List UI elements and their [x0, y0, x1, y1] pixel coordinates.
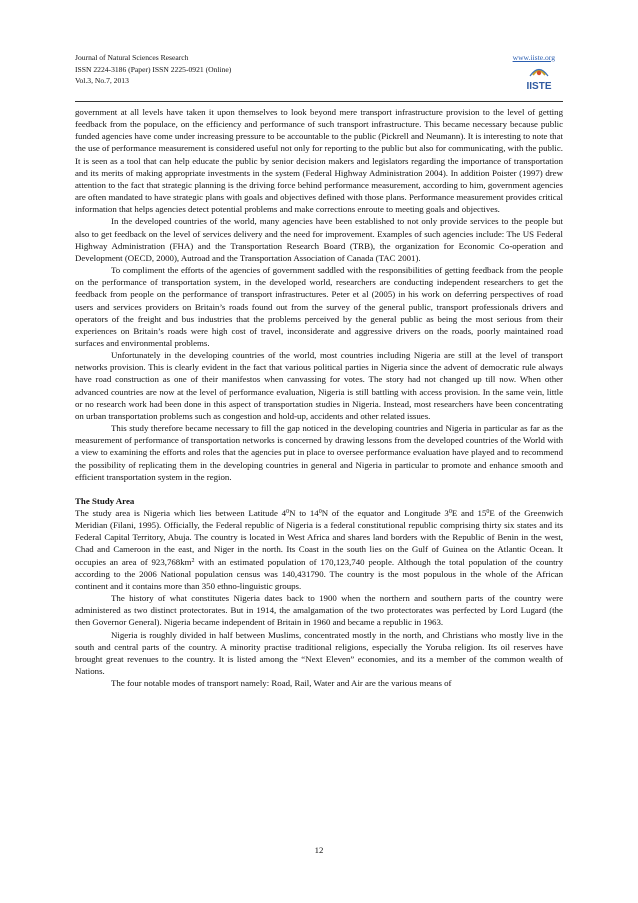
journal-page: [75, 52, 564, 689]
study-area-paragraph-2: The history of what constitutes Nigeria dates back to 1900 when the northern and southern parts of the country were administered as two distinct protectorates. But in 1914, the amalgamation of the two protectorates was perfected by Lord Lugard (the then Governor General). Nigeria became independent of Britain in 1960 and became a republic in 1963.: [75, 593, 563, 628]
journal-header: [75, 52, 563, 100]
degree-superscript: 0: [448, 509, 452, 515]
journal-issn: ISSN 2224-3186 (Paper) ISSN 2225-0921 (Online): [75, 64, 232, 74]
square-superscript: 2: [191, 557, 195, 564]
journal-name: Journal of Natural Sciences Research: [75, 53, 189, 62]
degree-superscript: 0: [318, 509, 322, 515]
article-body: [75, 106, 563, 689]
paragraph-1: government at all levels have taken it upon themselves to look beyond mere transport infrastructure provision to the level of getting feedback from the populace, on the efficiency and performance of such transport infrastructure. This became necessary because public funded agencies have come under increasing pressure to be accountable to the public (Pickrell and Neumann). It is interesting to note that the use of performance measurement is considered useful not only for reporting to the public but also for communicating, with the public. It is seen as a tool that can help educate the public by senior decision makers and legislators regarding the importance of transportation and its merits of making appropriate investments in the system (Federal Highway Administration 2004). In addition Poister (1997) drew attention to the fact that strategic planning is the driving force behind performance measurement, according to him, government agencies are often mandated to have strategic plans with goals and objectives defined with those plans. Performance measurement provides critical information that helps agencies detect potential problems and make corrections enroute to meeting goals and objectives.: [75, 107, 563, 215]
sa1-part-b: N to 14: [289, 508, 319, 518]
degree-superscript: 0: [486, 509, 490, 515]
study-area-paragraph-4: The four notable modes of transport namely: Road, Rail, Water and Air are the various means of: [111, 678, 452, 689]
study-area-paragraph-1: [75, 507, 563, 592]
paragraph-2: In the developed countries of the world, many agencies have been established to not only provide services to the people but also to get feedback on the level of services delivery and the need for improvement. Examples of such agencies include: The US Federal Highway Administration (FHA) and the Transportation Research Board (TRB), the organization for Economic Co-operation and Development (OECD, 2000), Autroad and the Transportation Association of Canada (TAC 2001).: [75, 216, 563, 263]
page-number: 12: [314, 845, 324, 855]
header-rule: [75, 101, 563, 102]
journal-volume: Vol.3, No.7, 2013: [75, 76, 129, 86]
paragraph-5: This study therefore became necessary to fill the gap noticed in the developing countries and Nigeria in particular as far as the measurement of performance of transportation networks is concerned by drawing lessons from the developed countries of the World with a view to examining the efforts and roles that the agencies put in place to oversee performance evaluation have played and to recommend the possibility of replicating them in the developing countries in general and Nigeria in particular to promote and enhance smooth and efficient transportation system in the region.: [75, 423, 563, 482]
section-title-study-area: The Study Area: [75, 495, 135, 506]
sa1-part-a: The study area is Nigeria which lies between Latitude 4: [75, 508, 287, 518]
paragraph-3: To compliment the efforts of the agencies of government saddled with the responsibilities of getting feedback from the people on the performance of transportation system, in the developed world, researchers are conducting independent researchers to get the feedback from people on the performance of transport infrastructures. Peter et al (2005) in his work on deferring perspectives of road users and services providers on Britain’s roads found out from the survey of the general public, transport professionals drivers and operators of the freight and bus industries that the problems perceived by the general public as being the most serious from their experiences on Britain’s roads were high cost of travel, inconsiderate and aggressive drivers on the roads, poorly maintained road surfaces and environmental problems.: [75, 265, 563, 348]
logo-text: IISTE: [526, 81, 552, 92]
sa1-part-e: E of the Greenwich Meridian (Filani, 1995). Officially, the Federal republic of Nigeria is a federal constitutional republic comprising thirty six states and its Federal Capital Territory, Abuja. The country is located in West Africa and shares land borders with the Republic of Benin in the west, Chad and Cameroon in the east, and Niger in the north. Its Coast in the south lies on the Gulf of Guinea on the Atlantic Ocean. It occupies an area of 923,768km: [75, 508, 564, 567]
study-area-paragraph-3: Nigeria is roughly divided in half between Muslims, concentrated mostly in the north, and Christians who mostly live in the south and central parts of the country. A minority practise traditional religions, especially the Yoruba religion. Its oil reserves have brought great revenues to the country. It is listed among the “Next Eleven” economies, and its a member of the common wealth of Nations.: [75, 629, 563, 677]
sa1-part-d: E and 15: [451, 508, 487, 518]
journal-url-link[interactable]: www.iiste.org: [512, 53, 555, 62]
header-left: [75, 52, 231, 87]
sa1-part-c: N of the equator and Longitude 3: [321, 508, 449, 518]
degree-superscript: 0: [286, 509, 290, 515]
logo-globe-icon: [530, 70, 548, 77]
paragraph-4: Unfortunately in the developing countries of the world, most countries including Nigeria are still at the level of transport networks provision. This is clearly evident in the fact that various political parties in Nigeria since the advent of democratic rule always have road construction as one of their manifestos when canvassing for votes. The story had not changed up till now. When other advanced countries are now at the level of performance evaluation, Nigeria is still battling with access provision. In the same vein, little or no research work had been done in this aspect of transportation studies in Nigeria. Instead, most researchers have been concentrating on urban transportation problems such as congestion and hold-up, accidents and other related issues.: [75, 350, 563, 421]
iiste-logo: [519, 64, 559, 94]
sa1-part-f: with an estimated population of 170,123,740 people. Although the total population of the country according to the 2006 National population census was 140,431790. The country is the most populous in the whole of the African continent and it contains more than 350 ethno-linguistic groups.: [75, 556, 563, 591]
